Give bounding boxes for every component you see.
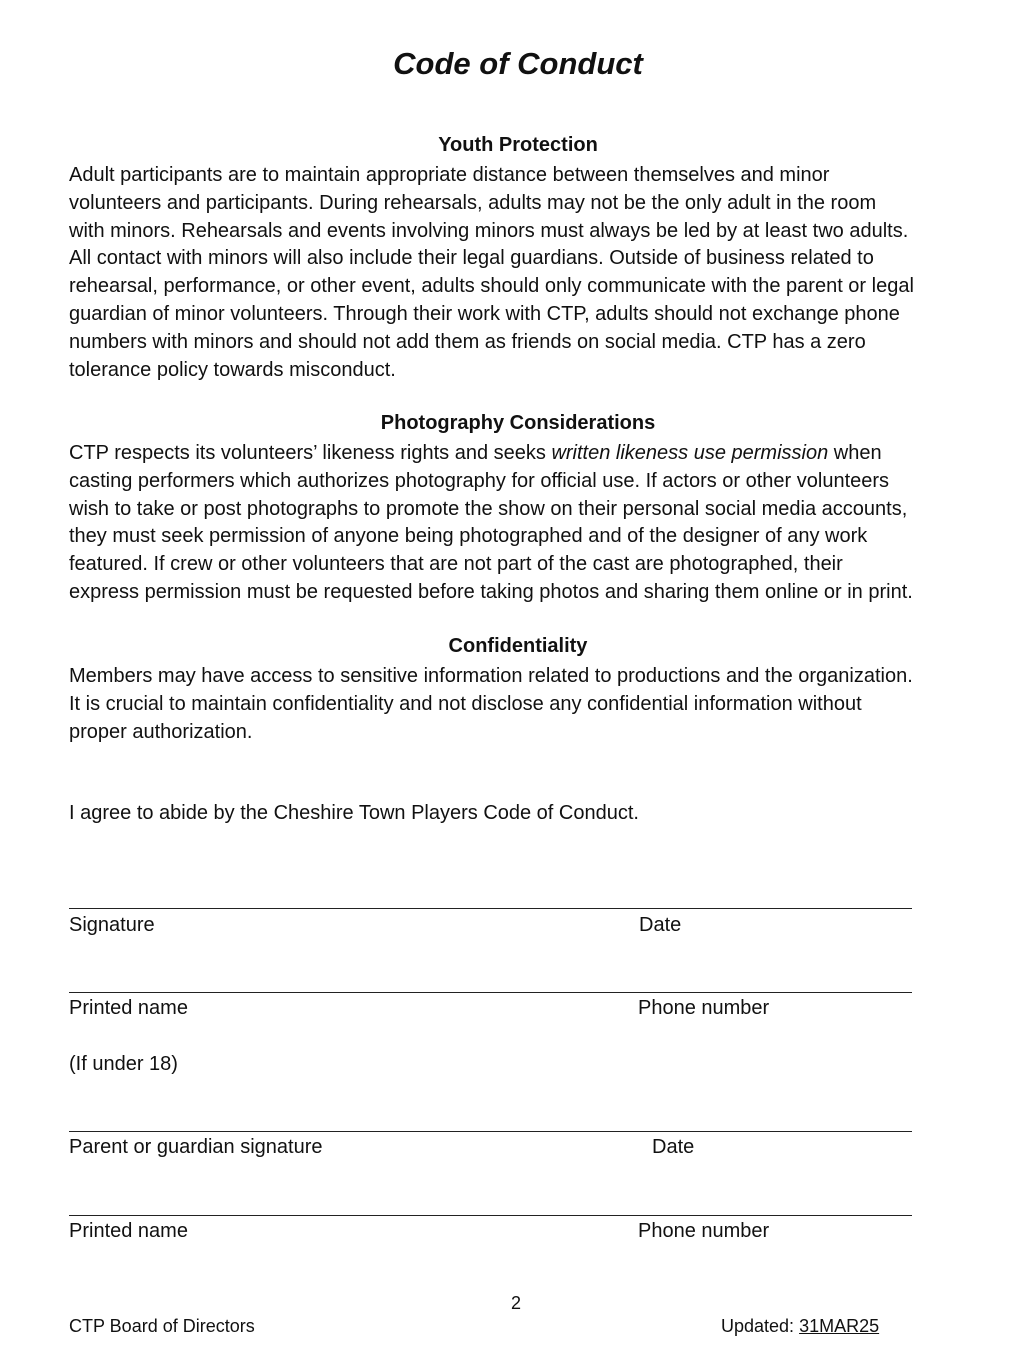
- paragraph-line: they must seek permission of anyone being photographed and of the designer of any work: [69, 525, 868, 548]
- signature-line[interactable]: [69, 908, 912, 909]
- page-number: 2: [511, 1293, 522, 1313]
- paragraph-line: tolerance policy towards misconduct.: [69, 358, 396, 381]
- updated-label: Updated:: [721, 1316, 800, 1336]
- paragraph-line: featured. If crew or other volunteers that are not part of the cast are photographed, their: [69, 553, 843, 576]
- line-text: when: [828, 442, 882, 464]
- agreement-statement: I agree to abide by the Cheshire Town Players Code of Conduct.: [69, 802, 639, 824]
- paragraph-line: rehearsal, performance, or other event, adults should only communicate with the parent or legal: [69, 275, 914, 298]
- paragraph-line: with minors. Rehearsals and events involving minors must always be led by at least two adults.: [69, 219, 909, 242]
- paragraph-line: Adult participants are to maintain appropriate distance between themselves and minor: [69, 164, 830, 186]
- phone-number-label: Phone number: [638, 997, 770, 1019]
- paragraph-line: It is crucial to maintain confidentiality and not disclose any confidential information without: [69, 692, 862, 715]
- photography-paragraph: [69, 440, 969, 607]
- section-heading-youth-protection: Youth Protection: [438, 134, 598, 156]
- updated-date: 31MAR25: [799, 1316, 880, 1336]
- guardian-signature-line[interactable]: [69, 1131, 912, 1132]
- date-label: Date: [639, 914, 682, 936]
- paragraph-line: proper authorization.: [69, 720, 253, 743]
- guardian-printed-name-line[interactable]: [69, 1215, 912, 1216]
- section-heading-confidentiality: Confidentiality: [448, 635, 588, 657]
- guardian-printed-name-label: Printed name: [69, 1220, 188, 1242]
- paragraph-line: Members may have access to sensitive information related to productions and the organization.: [69, 665, 913, 687]
- guardian-signature-label: Parent or guardian signature: [69, 1136, 323, 1158]
- page-title: Code of Conduct: [393, 46, 643, 81]
- line-text: CTP respects its volunteers’ likeness rights and seeks: [69, 442, 552, 464]
- youth-protection-paragraph: [69, 162, 969, 384]
- printed-name-line[interactable]: [69, 992, 912, 993]
- confidentiality-paragraph: [69, 663, 969, 746]
- guardian-date-label: Date: [652, 1136, 695, 1158]
- guardian-phone-number-label: Phone number: [638, 1220, 770, 1242]
- section-heading-photography: Photography Considerations: [380, 412, 656, 434]
- paragraph-line: numbers with minors and should not add them as friends on social media. CTP has a zero: [69, 330, 866, 353]
- paragraph-line: casting performers which authorizes photography for official use. If actors or other volunteers: [69, 469, 890, 492]
- footer-updated: [721, 1316, 879, 1337]
- footer-organization: CTP Board of Directors: [69, 1316, 255, 1336]
- paragraph-line: volunteers and participants. During rehearsals, adults may not be the only adult in the room: [69, 191, 877, 214]
- paragraph-line: [69, 440, 969, 468]
- paragraph-line: express permission must be requested before taking photos and sharing them online or in print.: [69, 580, 913, 603]
- printed-name-label: Printed name: [69, 997, 188, 1019]
- under-18-note: (If under 18): [69, 1053, 178, 1075]
- paragraph-line: All contact with minors will also include their legal guardians. Outside of business related to: [69, 247, 874, 270]
- italic-text: written likeness use permission: [551, 442, 829, 464]
- paragraph-line: wish to take or post photographs to promote the show on their personal social media accounts,: [69, 497, 908, 520]
- paragraph-line: guardian of minor volunteers. Through their work with CTP, adults should not exchange phone: [69, 302, 900, 325]
- signature-label: Signature: [69, 914, 155, 936]
